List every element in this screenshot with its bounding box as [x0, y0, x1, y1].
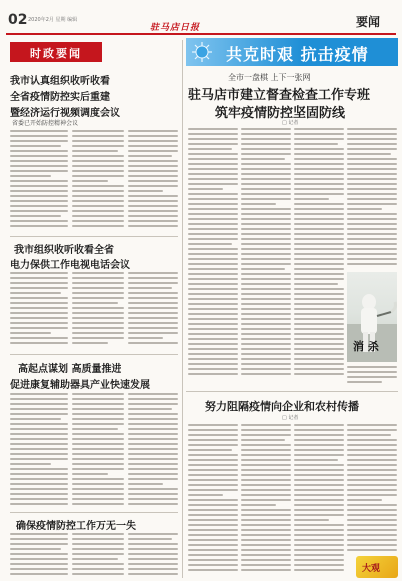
story4-headline: 确保疫情防控工作万无一失 — [16, 521, 136, 532]
date-line: 2020年2月 星期 编辑 — [28, 17, 78, 23]
bottom-body-col4 — [347, 424, 397, 554]
divider-3 — [10, 512, 178, 513]
bottom-body-col1 — [188, 424, 238, 576]
photo-label: 消 杀 — [353, 340, 379, 353]
main-byline: □ 记者 — [282, 120, 299, 126]
story3-body-left — [10, 393, 68, 511]
main-headline-2: 筑牢疫情防控坚固防线 — [215, 106, 346, 121]
story3-headline-1: 高起点谋划 高质量推进 — [18, 364, 122, 375]
main-body-col2 — [241, 128, 291, 376]
main-body-col4 — [347, 128, 397, 268]
main-body-col1 — [188, 128, 238, 376]
masthead-logo: 驻马店日报 — [150, 23, 201, 33]
story3-headline-2: 促进康复辅助器具产业快速发展 — [10, 380, 150, 391]
divider-1 — [10, 236, 178, 237]
story4-body-left — [10, 533, 68, 577]
banner-title: 共克时艰 抗击疫情 — [226, 45, 369, 64]
story2-body-left — [10, 272, 68, 350]
page-number: 02 — [8, 12, 28, 28]
story1-headline-1: 我市认真组织收听收看 — [10, 76, 110, 87]
column-divider — [182, 40, 183, 578]
story2-headline-1: 我市组织收听收看全省 — [14, 245, 114, 256]
story1-headline-2: 全省疫情防控实后重建 — [10, 92, 110, 103]
main-headline-1: 驻马店市建立督查检查工作专班 — [188, 88, 371, 103]
photo-caption — [347, 366, 397, 388]
photo — [347, 272, 397, 362]
story2-body-right — [128, 272, 178, 350]
story4-body-mid — [72, 533, 124, 577]
bottom-headline: 努力阻隔疫情向企业和农村传播 — [205, 400, 359, 413]
corner-ad-label: 大观 — [362, 564, 381, 574]
main-kicker: 全市一盘棋 上下一张网 — [228, 73, 311, 82]
section-tag-box — [10, 42, 102, 62]
story4-body-right — [128, 533, 178, 577]
section-tag: 时政要闻 — [30, 47, 82, 60]
story2-body-mid — [72, 272, 124, 350]
divider-main — [186, 391, 398, 392]
bottom-body-col3 — [294, 424, 344, 576]
virus-icon — [190, 40, 214, 64]
story1-subtitle: 省委已开始防控精神会议 — [12, 120, 79, 127]
bottom-body-col2 — [241, 424, 291, 576]
story3-body-mid — [72, 393, 124, 511]
story2-headline-2: 电力保供工作电视电话会议 — [10, 260, 130, 271]
masthead-rule — [6, 33, 396, 35]
section-name: 要闻 — [356, 15, 381, 29]
story1-body-mid — [72, 130, 124, 232]
story3-body-right — [128, 393, 178, 511]
story1-headline-3: 暨经济运行视频调度会议 — [10, 108, 120, 119]
banner — [186, 38, 398, 66]
main-body-col3 — [294, 128, 344, 376]
story1-body-right — [128, 130, 178, 232]
story1-body-left — [10, 130, 68, 232]
divider-2 — [10, 354, 178, 355]
masthead — [0, 0, 402, 38]
bottom-byline: □ 记者 — [282, 415, 299, 421]
corner-ad — [356, 556, 398, 578]
